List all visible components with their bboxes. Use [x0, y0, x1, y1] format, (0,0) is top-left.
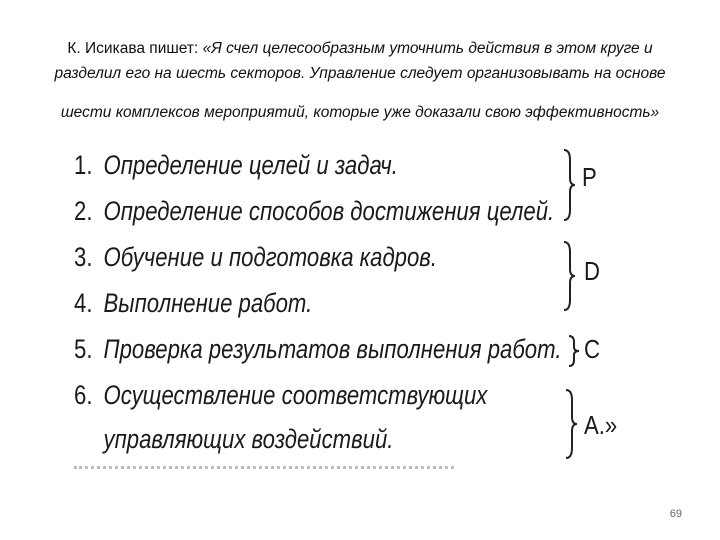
- phase-a-label: A.»: [584, 410, 618, 440]
- quote-header: [14, 36, 706, 125]
- slide-number: 69: [669, 508, 682, 520]
- list-item-number: 3.: [74, 242, 93, 272]
- list-item-number: 5.: [74, 334, 93, 364]
- scanned-list-image: [74, 148, 634, 478]
- list-item-text: Выполнение работ.: [103, 288, 313, 318]
- quote-text-line1: «Я счел целесообразным уточнить действия в этом круге и: [202, 40, 653, 57]
- list-item-number: 4.: [74, 288, 93, 318]
- list-item-number: 2.: [74, 196, 93, 226]
- brace-a-icon: [562, 388, 578, 460]
- list-item-number: 6.: [74, 380, 93, 410]
- phase-p-label: P: [582, 162, 597, 192]
- list-item: [74, 196, 554, 227]
- brace-c-icon: [564, 334, 580, 368]
- list-item: [74, 242, 437, 273]
- list-item-text: управляющих воздействий.: [103, 424, 394, 454]
- brace-p-icon: [560, 148, 576, 222]
- list-item-text: Проверка результатов выполнения работ.: [103, 334, 562, 364]
- quote-author: К. Исикава пишет:: [67, 40, 199, 57]
- list-item: [74, 334, 561, 365]
- list-item-text: Осуществление соответствующих: [103, 380, 488, 410]
- list-item-text: Обучение и подготовка кадров.: [103, 242, 438, 272]
- list-item: [74, 288, 312, 319]
- list-item-text: Определение способов достижения целей.: [103, 196, 555, 226]
- list-item: [74, 424, 393, 455]
- brace-d-icon: [560, 240, 576, 312]
- list-item-text: Определение целей и задач.: [103, 150, 398, 180]
- list-item-number: 1.: [74, 150, 93, 180]
- scan-cut-edge: [74, 466, 454, 475]
- quote-text-line2: разделил его на шесть секторов. Управление следует организовывать на основе: [54, 65, 666, 82]
- list-item: [74, 380, 487, 411]
- quote-text-line3: шести комплексов мероприятий, которые уже доказали свою эффективность»: [60, 104, 660, 121]
- phase-c-label: C: [584, 334, 600, 364]
- list-item: [74, 150, 398, 181]
- phase-d-label: D: [584, 256, 600, 286]
